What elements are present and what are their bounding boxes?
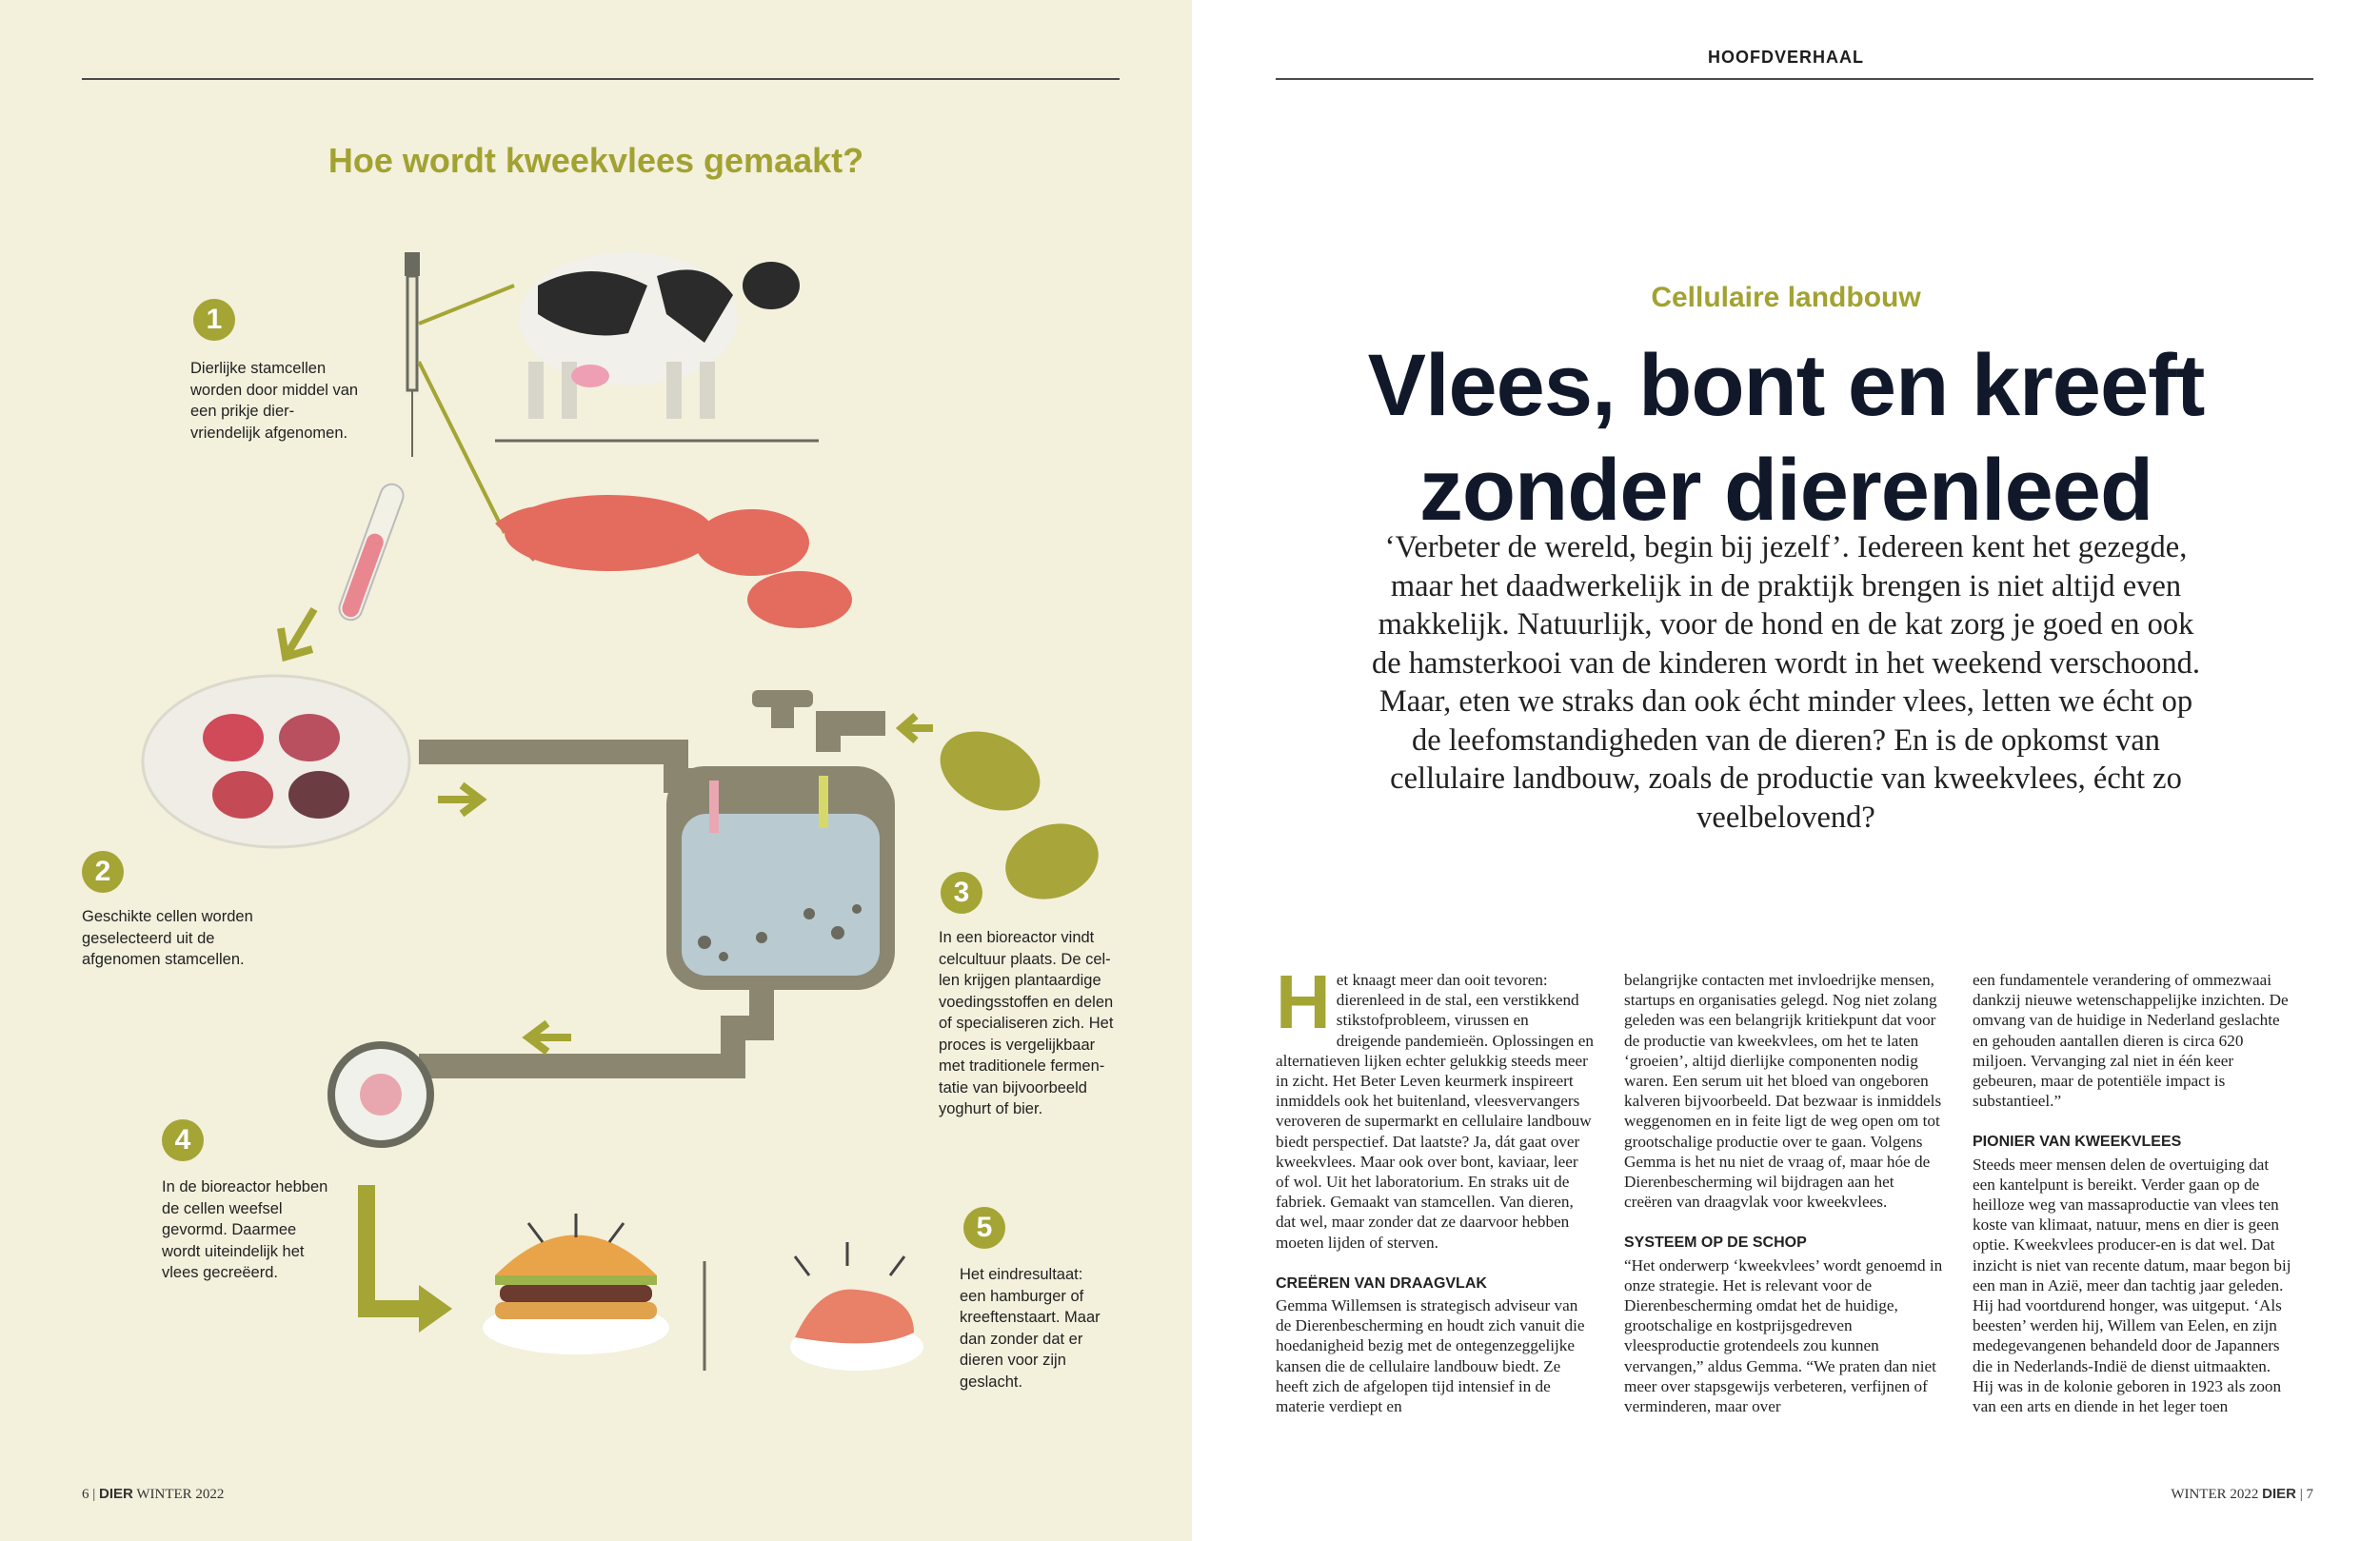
headline-line-2: zonder dierenleed — [1418, 442, 2153, 539]
col1-paragraph-1: et knaagt meer dan ooit tevoren: dierenleed in de stal, een verstikkend stikstofprobleem, virussen en dreigende pandemieën. Oplossingen en alternatieven lijken echter gelukkig steeds meer in zicht. Het Beter Leven keurmerk inspireert inmiddels ook het buitenland, vleesvervangers veroveren de supermarkt en cellulaire landbouw biedt perspectief. Dat laatste? Ja, dát gaat over kweekvlees. Maar ook over bont, kaviaar, leer of wol. Uit het laboratorium. En straks uit de fabriek. Gemaakt van stamcellen. Van dieren, dat wel, maar zonder dat ze daarvoor hebben moeten lijden of sterven. — [1276, 971, 1594, 1252]
test-tube — [336, 481, 407, 622]
big-arrow — [367, 1185, 438, 1309]
issue-left: WINTER 2022 — [136, 1487, 225, 1502]
step-4-caption: In de bioreactor hebben de cellen weefsel gevormd. Daarmee wordt uiteindelijk het vlees gecreëerd. — [162, 1178, 328, 1281]
col3-paragraph-2: Steeds meer mensen delen de overtuiging dat een kantelpunt is bereikt. Verder gaan op de heilloze weg van massaproductie van vlees ten koste van klimaat, natuur, mens en dier is geen optie. Kweekvlees producer-en is dat wel. Dat inzicht is niet van recente datum, maar begon bij een man in Azië, meer dan tachtig jaar geleden. Hij had voortdurend honger, was uitgeput. ‘Als beesten’ werden hij, Willem van Eelen, en zijn medegevangenen behandeld door de Japanners die in Nederlands-Indië de dienst uitmaakten. Hij was in de kolonie geboren in 1923 als zoon van een arts en diende in het leger toen — [1973, 1155, 2291, 1416]
infographic-title: Hoe wordt kweekvlees gemaakt? — [327, 141, 864, 180]
footer-right: WINTER 2022 DIER | 7 — [2171, 1486, 2313, 1502]
step-5-caption: Het eindresultaat: een hamburger of kreeftenstaart. Maar dan zonder dat er dieren voor zijn geslacht. — [960, 1266, 1101, 1391]
step-1-badge: 1 — [193, 299, 235, 341]
step-2-caption: Geschikte cellen worden geselecteerd uit de afgenomen stamcellen. — [82, 908, 253, 968]
lobster-tail-illustration — [790, 1242, 923, 1371]
page-number-left: 6 — [82, 1487, 89, 1502]
step-2-badge: 2 — [82, 851, 124, 893]
step-1-caption: Dierlijke stamcellen worden door middel van een prikje dier-vriendelijk afgenomen. — [190, 360, 359, 442]
body-column-3 — [1973, 970, 2292, 1416]
top-rule-right — [1276, 78, 2313, 80]
magazine-name-right: DIER — [2262, 1486, 2296, 1502]
col3-subheading: PIONIER VAN KWEEKVLEES — [1973, 1134, 2182, 1151]
lead-paragraph: ‘Verbeter de wereld, begin bij jezelf’. Iedereen kent het gezegde, maar het daadwerkelijk in de praktijk brengen is niet altijd even makkelijk. Natuurlijk, voor de hond en de kat zorg je goed en ook de hamsterkooi van de kinderen wordt in het weekend verschoond. Maar, eten we straks dan ook écht minder vlees, letten we écht op de leefomstandigheden van de dieren? En is de opkomst van cellulaire landbouw, zoals de productie van kweekvlees, écht zo veelbelovend? — [1371, 530, 2200, 835]
step-3-badge: 3 — [941, 872, 982, 914]
step-3-caption: In een bioreactor vindt celcultuur plaats. De cel-len krijgen plantaardige voedingsstoffen en delen of specialiseren zich. Het proces is vergelijkbaar met traditionele fermen-tatie van bijvoorbeeld yoghurt of bier. — [939, 929, 1114, 1117]
right-page — [1192, 0, 2380, 1541]
footer-left: 6 | DIER WINTER 2022 — [82, 1486, 225, 1502]
col3-paragraph-1: een fundamentele verandering of ommezwaai dankzij nieuwe wetenschappelijke inzichten. De omvang van de huidige in Nederland geslachte en gehouden aantallen dieren is circa 620 miljoen. Vervanging zal niet in één keer gebeuren, maar de potentiële impact is substantieel.” — [1973, 971, 2289, 1111]
col2-paragraph-1: belangrijke contacten met invloedrijke mensen, startups en organisaties gelegd. Nog niet zolang geleden was een belangrijk kritiekpunt dat voor de productie van kweekvlees, om het te laten ‘groeien’, altijd dierlijke componenten nodig waren. Een serum uit het bloed van ongeboren kalveren bijvoorbeeld. Dat bezwaar is inmiddels weggenomen en in feite ligt de weg open om tot grootschalige productie over te gaan. Volgens Gemma is het nu niet de vraag of, maar hóe de Dierenbescherming wil bijdragen aan het creëren van draagvlak voor kweekvlees. — [1624, 971, 1942, 1212]
magazine-name-left: DIER — [99, 1486, 133, 1502]
dropcap: H — [1276, 959, 1331, 1044]
lobster-illustration — [495, 495, 852, 628]
page-number-right: 7 — [2306, 1487, 2313, 1502]
col1-paragraph-2: Gemma Willemsen is strategisch adviseur van de Dierenbescherming en houdt zich vanuit die hoedanigheid bezig met de ontegenzeggelijke kansen die de cellulaire landbouw biedt. Ze heeft zich de afgelopen tijd intensief in de materie verdiept en — [1276, 1296, 1585, 1416]
headline — [1192, 333, 2380, 543]
col2-paragraph-2: “Het onderwerp ‘kweekvlees’ wordt genoemd in onze strategie. Het is relevant voor de Dierenbescherming omdat het de huidige, grootschalige en kostprijsgedreven vleesproductie grotendeels zou kunnen vervangen,” aldus Gemma. “We praten dan niet meer over stapsgewijs verbeteren, verfijnen of verminderen, maar over — [1624, 1255, 1943, 1416]
cell-culture-plate — [331, 1045, 430, 1144]
step-4-badge: 4 — [162, 1119, 204, 1161]
col2-subheading: SYSTEEM OP DE SCHOP — [1624, 1235, 1807, 1252]
step-5-badge: 5 — [963, 1207, 1005, 1249]
petri-dish — [143, 676, 409, 847]
burger-illustration — [483, 1214, 669, 1354]
body-column-1 — [1276, 959, 1596, 1416]
kicker: Cellulaire landbouw — [1651, 282, 1921, 313]
syringe-illustration — [405, 252, 514, 533]
section-label: HOOFDVERHAAL — [1708, 48, 1864, 67]
col1-subheading: CREËREN VAN DRAAGVLAK — [1276, 1274, 1487, 1292]
issue-right: WINTER 2022 — [2171, 1487, 2259, 1502]
headline-line-1: Vlees, bont en kreeft — [1367, 337, 2205, 434]
cow-illustration — [495, 252, 819, 441]
body-column-2 — [1624, 970, 1944, 1416]
